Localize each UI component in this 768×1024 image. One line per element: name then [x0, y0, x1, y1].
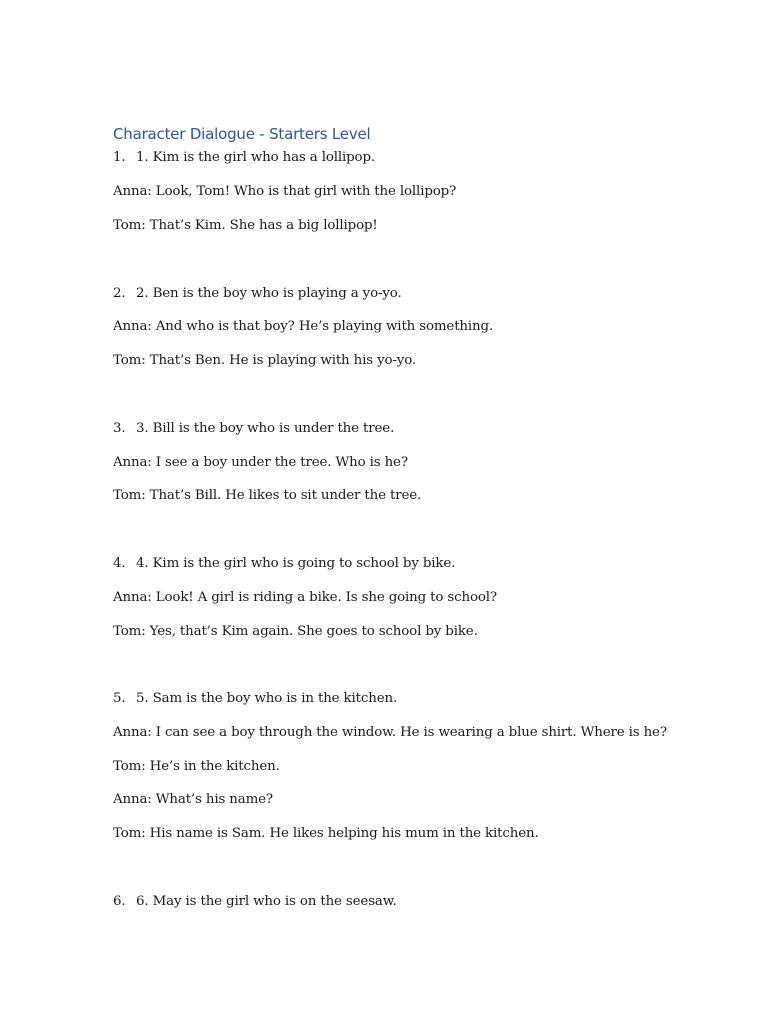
- list-item-statement: [113, 894, 397, 909]
- list-number: 1.: [113, 150, 126, 165]
- dialogue-line: Anna: I can see a boy through the window. He is wearing a blue shirt. Where is he?: [113, 725, 667, 740]
- dialogue-line: Tom: That’s Kim. She has a big lollipop!: [113, 218, 378, 233]
- statement-text: 3. Bill is the boy who is under the tree.: [136, 421, 395, 436]
- statement-text: 4. Kim is the girl who is going to school by bike.: [136, 556, 456, 571]
- list-number: 2.: [113, 286, 126, 301]
- dialogue-line: Anna: What’s his name?: [113, 792, 273, 807]
- dialogue-line: Anna: And who is that boy? He’s playing with something.: [113, 319, 494, 334]
- list-item-statement: [113, 286, 402, 301]
- dialogue-line: Anna: Look, Tom! Who is that girl with the lollipop?: [113, 184, 457, 199]
- dialogue-line: Tom: That’s Ben. He is playing with his yo-yo.: [113, 353, 416, 368]
- list-item-statement: [113, 556, 455, 571]
- dialogue-line: Tom: Yes, that’s Kim again. She goes to school by bike.: [113, 624, 478, 639]
- list-number: 6.: [113, 894, 126, 909]
- list-number: 3.: [113, 421, 126, 436]
- list-item-statement: [113, 691, 397, 706]
- dialogue-line: Tom: That’s Bill. He likes to sit under the tree.: [113, 488, 422, 503]
- statement-text: 2. Ben is the boy who is playing a yo-yo.: [136, 286, 402, 301]
- dialogue-line: Anna: I see a boy under the tree. Who is he?: [113, 455, 408, 470]
- document-title: Character Dialogue - Starters Level: [113, 125, 371, 143]
- list-item-statement: [113, 421, 394, 436]
- statement-text: 1. Kim is the girl who has a lollipop.: [136, 150, 375, 165]
- list-item-statement: [113, 150, 375, 165]
- list-number: 4.: [113, 556, 126, 571]
- statement-text: 6. May is the girl who is on the seesaw.: [136, 894, 397, 909]
- dialogue-line: Tom: He’s in the kitchen.: [113, 759, 280, 774]
- dialogue-line: Tom: His name is Sam. He likes helping his mum in the kitchen.: [113, 826, 539, 841]
- statement-text: 5. Sam is the boy who is in the kitchen.: [136, 691, 398, 706]
- list-number: 5.: [113, 691, 126, 706]
- dialogue-line: Anna: Look! A girl is riding a bike. Is she going to school?: [113, 590, 497, 605]
